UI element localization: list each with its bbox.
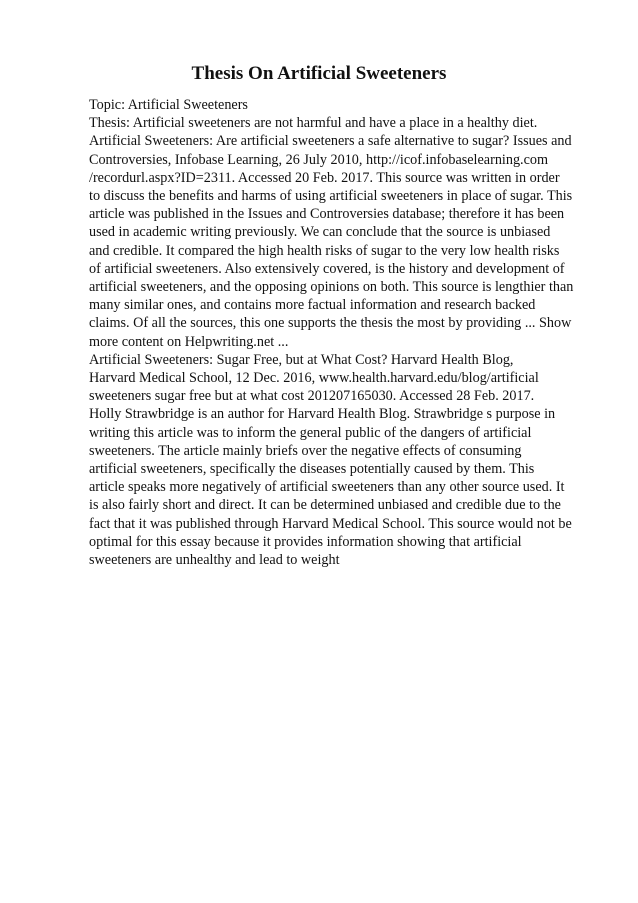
body-line: Controversies, Infobase Learning, 26 July 2010, http://icof.infobaselearning.com xyxy=(89,151,549,168)
body-line: Holly Strawbridge is an author for Harvard Health Blog. Strawbridge s purpose in xyxy=(89,406,556,423)
body-line: claims. Of all the sources, this one supports the thesis the most by providing ... Show xyxy=(89,315,572,332)
body-line: Thesis: Artificial sweeteners are not harmful and have a place in a healthy diet. xyxy=(89,115,538,132)
body-line: many similar ones, and contains more factual information and research backed xyxy=(89,297,536,314)
document-body xyxy=(89,96,597,569)
body-line: artificial sweeteners, specifically the diseases potentially caused by them. This xyxy=(89,461,535,478)
body-line: Artificial Sweeteners: Sugar Free, but at What Cost? Harvard Health Blog, xyxy=(89,351,514,368)
body-line: Topic: Artificial Sweeteners xyxy=(89,97,248,113)
body-line: artificial sweeteners, and the opposing opinions on both. This source is lengthier than xyxy=(89,279,574,296)
body-line: is also fairly short and direct. It can be determined unbiased and credible due to the xyxy=(89,497,561,514)
body-line: sweeteners. The article mainly briefs over the negative effects of consuming xyxy=(89,442,522,459)
body-line: more content on Helpwriting.net ... xyxy=(89,333,289,350)
body-line: writing this article was to inform the general public of the dangers of artificial xyxy=(89,424,532,441)
body-line: Harvard Medical School, 12 Dec. 2016, www.health.harvard.edu/blog/artificial xyxy=(89,370,539,387)
document-title: Thesis On Artificial Sweeteners xyxy=(191,63,447,84)
body-line: sweeteners sugar free but at what cost 201207165030. Accessed 28 Feb. 2017. xyxy=(89,388,535,405)
body-line: sweeteners are unhealthy and lead to weight xyxy=(89,552,340,569)
body-line: Artificial Sweeteners: Are artificial sweeteners a safe alternative to sugar? Issues and xyxy=(89,133,572,150)
body-line: used in academic writing previously. We can conclude that the source is unbiased xyxy=(89,224,551,241)
body-line: optimal for this essay because it provides information showing that artificial xyxy=(89,533,522,550)
body-line: fact that it was published through Harvard Medical School. This source would not be xyxy=(89,515,572,532)
body-line: of artificial sweeteners. Also extensively covered, is the history and development of xyxy=(89,260,565,277)
body-line: article speaks more negatively of artificial sweeteners than any other source used. It xyxy=(89,479,565,496)
body-line: to discuss the benefits and harms of using artificial sweeteners in place of sugar. This xyxy=(89,188,573,205)
body-line: /recordurl.aspx?ID=2311. Accessed 20 Feb. 2017. This source was written in order xyxy=(89,169,560,186)
body-line: and credible. It compared the high health risks of sugar to the very low health risks xyxy=(89,242,560,259)
body-line: article was published in the Issues and Controversies database; therefore it has been xyxy=(89,206,565,223)
